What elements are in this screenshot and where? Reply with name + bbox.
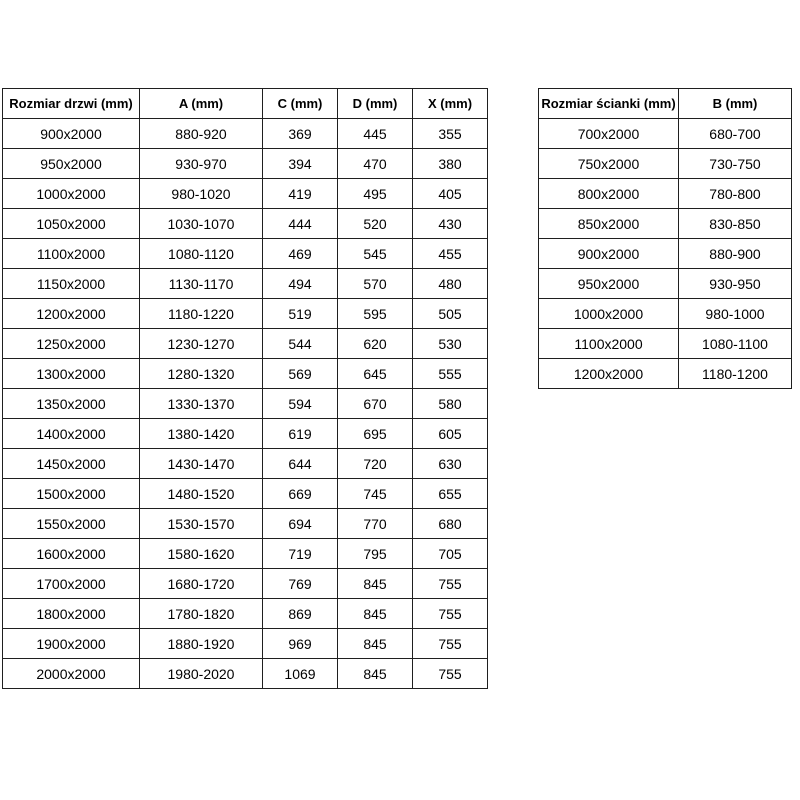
table-cell: 680-700: [679, 119, 792, 149]
table-cell: 644: [263, 449, 338, 479]
table-cell: 769: [263, 569, 338, 599]
table-row: [3, 359, 488, 389]
column-header: C (mm): [263, 89, 338, 119]
table-row: [3, 299, 488, 329]
table-row: [3, 179, 488, 209]
table-cell: 845: [338, 599, 413, 629]
table-cell: 1000x2000: [3, 179, 140, 209]
table-cell: 1150x2000: [3, 269, 140, 299]
table-cell: 1530-1570: [140, 509, 263, 539]
table-cell: 880-920: [140, 119, 263, 149]
table-cell: 380: [413, 149, 488, 179]
table-cell: 480: [413, 269, 488, 299]
table-cell: 1380-1420: [140, 419, 263, 449]
wall-size-table: [538, 88, 792, 389]
table-row: [3, 449, 488, 479]
table-cell: 569: [263, 359, 338, 389]
column-header: A (mm): [140, 89, 263, 119]
column-header: B (mm): [679, 89, 792, 119]
table-cell: 980-1000: [679, 299, 792, 329]
table-cell: 1480-1520: [140, 479, 263, 509]
table-cell: 1280-1320: [140, 359, 263, 389]
table-cell: 394: [263, 149, 338, 179]
table-cell: 444: [263, 209, 338, 239]
table-cell: 755: [413, 569, 488, 599]
table-cell: 430: [413, 209, 488, 239]
table-cell: 1200x2000: [539, 359, 679, 389]
table-row: [539, 209, 792, 239]
table-cell: 880-900: [679, 239, 792, 269]
table-cell: 1000x2000: [539, 299, 679, 329]
table-cell: 494: [263, 269, 338, 299]
table-cell: 520: [338, 209, 413, 239]
table-cell: 1430-1470: [140, 449, 263, 479]
table-row: [3, 479, 488, 509]
table-cell: 680: [413, 509, 488, 539]
table-row: [539, 179, 792, 209]
table-row: [539, 149, 792, 179]
table-cell: 495: [338, 179, 413, 209]
table-cell: 730-750: [679, 149, 792, 179]
table-row: [3, 149, 488, 179]
table-cell: 695: [338, 419, 413, 449]
table-row: [539, 269, 792, 299]
table-cell: 594: [263, 389, 338, 419]
table-cell: 950x2000: [3, 149, 140, 179]
table-cell: 455: [413, 239, 488, 269]
table-cell: 719: [263, 539, 338, 569]
column-header: D (mm): [338, 89, 413, 119]
table-cell: 845: [338, 569, 413, 599]
table-cell: 1030-1070: [140, 209, 263, 239]
table-row: [3, 389, 488, 419]
table-cell: 669: [263, 479, 338, 509]
table-cell: 845: [338, 629, 413, 659]
table-cell: 1580-1620: [140, 539, 263, 569]
table-cell: 555: [413, 359, 488, 389]
table-cell: 670: [338, 389, 413, 419]
table-cell: 1200x2000: [3, 299, 140, 329]
column-header: Rozmiar drzwi (mm): [3, 89, 140, 119]
table-cell: 2000x2000: [3, 659, 140, 689]
table-cell: 1069: [263, 659, 338, 689]
table-cell: 1800x2000: [3, 599, 140, 629]
table-cell: 1400x2000: [3, 419, 140, 449]
table-row: [539, 299, 792, 329]
table-cell: 1880-1920: [140, 629, 263, 659]
table-cell: 369: [263, 119, 338, 149]
table-row: [3, 659, 488, 689]
table-cell: 1350x2000: [3, 389, 140, 419]
table-cell: 745: [338, 479, 413, 509]
table-cell: 694: [263, 509, 338, 539]
table-cell: 845: [338, 659, 413, 689]
table-cell: 470: [338, 149, 413, 179]
table-cell: 1130-1170: [140, 269, 263, 299]
table-cell: 930-950: [679, 269, 792, 299]
table-cell: 530: [413, 329, 488, 359]
table-cell: 900x2000: [539, 239, 679, 269]
table-row: [3, 329, 488, 359]
table-cell: 1050x2000: [3, 209, 140, 239]
table-cell: 544: [263, 329, 338, 359]
table-row: [3, 119, 488, 149]
table-cell: 1250x2000: [3, 329, 140, 359]
table-cell: 755: [413, 599, 488, 629]
door-size-table: [2, 88, 488, 689]
table-cell: 850x2000: [539, 209, 679, 239]
table-cell: 1550x2000: [3, 509, 140, 539]
table-cell: 770: [338, 509, 413, 539]
table-cell: 655: [413, 479, 488, 509]
table-cell: 1300x2000: [3, 359, 140, 389]
table-row: [3, 509, 488, 539]
table-cell: 1230-1270: [140, 329, 263, 359]
table-row: [3, 209, 488, 239]
table-cell: 620: [338, 329, 413, 359]
table-cell: 830-850: [679, 209, 792, 239]
table-cell: 1680-1720: [140, 569, 263, 599]
table-row: [539, 329, 792, 359]
table-cell: 780-800: [679, 179, 792, 209]
table-cell: 750x2000: [539, 149, 679, 179]
table-cell: 469: [263, 239, 338, 269]
table-cell: 619: [263, 419, 338, 449]
table-row: [3, 599, 488, 629]
table-cell: 1080-1120: [140, 239, 263, 269]
table-cell: 1500x2000: [3, 479, 140, 509]
column-header: X (mm): [413, 89, 488, 119]
table-cell: 795: [338, 539, 413, 569]
table-cell: 645: [338, 359, 413, 389]
table-row: [539, 239, 792, 269]
table-cell: 930-970: [140, 149, 263, 179]
table-cell: 1450x2000: [3, 449, 140, 479]
table-cell: 1080-1100: [679, 329, 792, 359]
table-cell: 755: [413, 659, 488, 689]
table-row: [3, 539, 488, 569]
table-cell: 900x2000: [3, 119, 140, 149]
table-cell: 969: [263, 629, 338, 659]
table-cell: 720: [338, 449, 413, 479]
table-cell: 445: [338, 119, 413, 149]
table-row: [3, 269, 488, 299]
table-cell: 605: [413, 419, 488, 449]
table-cell: 1180-1220: [140, 299, 263, 329]
table-cell: 700x2000: [539, 119, 679, 149]
table-cell: 405: [413, 179, 488, 209]
table-row: [539, 359, 792, 389]
table-cell: 705: [413, 539, 488, 569]
table-cell: 869: [263, 599, 338, 629]
wall-table-header-row: [539, 89, 792, 119]
table-row: [539, 119, 792, 149]
table-cell: 1980-2020: [140, 659, 263, 689]
table-cell: 595: [338, 299, 413, 329]
table-row: [3, 239, 488, 269]
table-cell: 630: [413, 449, 488, 479]
table-row: [3, 569, 488, 599]
table-cell: 1180-1200: [679, 359, 792, 389]
table-cell: 580: [413, 389, 488, 419]
table-cell: 1780-1820: [140, 599, 263, 629]
door-table-header-row: [3, 89, 488, 119]
table-cell: 980-1020: [140, 179, 263, 209]
table-cell: 950x2000: [539, 269, 679, 299]
table-cell: 419: [263, 179, 338, 209]
table-cell: 519: [263, 299, 338, 329]
table-cell: 1900x2000: [3, 629, 140, 659]
table-cell: 1700x2000: [3, 569, 140, 599]
table-cell: 1330-1370: [140, 389, 263, 419]
table-cell: 355: [413, 119, 488, 149]
table-cell: 755: [413, 629, 488, 659]
table-cell: 1100x2000: [539, 329, 679, 359]
table-cell: 545: [338, 239, 413, 269]
table-cell: 1100x2000: [3, 239, 140, 269]
table-cell: 800x2000: [539, 179, 679, 209]
column-header: Rozmiar ścianki (mm): [539, 89, 679, 119]
table-row: [3, 629, 488, 659]
table-cell: 505: [413, 299, 488, 329]
table-row: [3, 419, 488, 449]
table-cell: 570: [338, 269, 413, 299]
table-cell: 1600x2000: [3, 539, 140, 569]
